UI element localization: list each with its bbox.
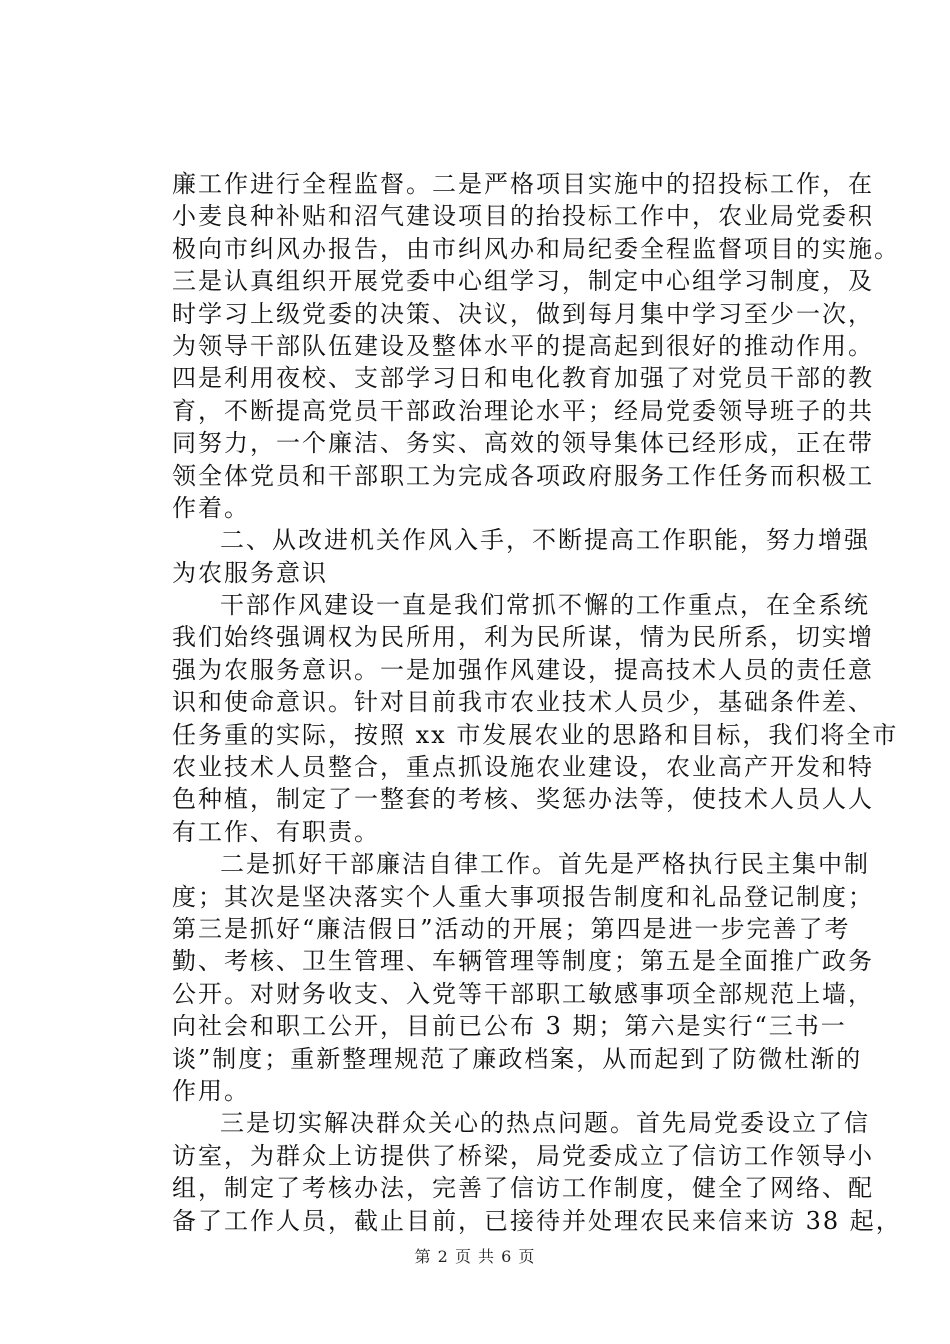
text-line: 有工作、有职责。 [172, 817, 380, 846]
text-line: 廉工作进行全程监督。二是严格项目实施中的招投标工作，在 [172, 170, 874, 198]
text-line: 强为农服务意识。一是加强作风建设，提高技术人员的责任意 [172, 655, 874, 684]
text-line: 我们始终强调权为民所用，利为民所谋，情为民所系，切实增 [172, 623, 874, 652]
text-line: 二是抓好干部廉洁自律工作。首先是严格执行民主集中制 [220, 850, 870, 879]
text-line: 组，制定了考核办法，完善了信访工作制度，健全了网络、配 [172, 1174, 874, 1203]
text-line: 为领导干部队伍建设及整体水平的提高起到很好的推动作用。 [172, 331, 874, 360]
text-line: 小麦良种补贴和沼气建设项目的抬投标工作中，农业局党委积 [172, 202, 874, 231]
text-line: 农业技术人员整合，重点抓设施农业建设，农业高产开发和特 [172, 753, 874, 782]
text-line: 同努力，一个廉洁、务实、高效的领导集体已经形成，正在带 [172, 429, 874, 458]
text-line: 勤、考核、卫生管理、车辆管理等制度；第五是全面推广政务 [172, 947, 874, 976]
text-line: 领全体党员和干部职工为完成各项政府服务工作任务而积极工 [172, 461, 874, 490]
page-footer: 第 2 页 共 6 页 [414, 1247, 536, 1266]
text-line: 访室，为群众上访提供了桥梁，局党委成立了信访工作领导小 [172, 1141, 874, 1170]
text-line: 时学习上级党委的决策、决议，做到每月集中学习至少一次， [172, 299, 874, 328]
text-line: 育，不断提高党员干部政治理论水平；经局党委领导班子的共 [172, 396, 874, 425]
text-line: 识和使命意识。针对目前我市农业技术人员少，基础条件差、 [172, 688, 874, 717]
text-line: 作用。 [172, 1076, 250, 1105]
text-line: 作着。 [172, 493, 250, 522]
text-line: 为农服务意识 [172, 558, 328, 587]
text-line: 三是切实解决群众关心的热点问题。首先局党委设立了信 [220, 1109, 870, 1138]
text-line: 向社会和职工公开，目前已公布 3 期；第六是实行“三书一 [172, 1012, 847, 1041]
text-line: 公开。对财务收支、入党等干部职工敏感事项全部规范上墙， [172, 979, 874, 1008]
text-line: 色种植，制定了一整套的考核、奖惩办法等，使技术人员人人 [172, 785, 874, 814]
text-line: 干部作风建设一直是我们常抓不懈的工作重点，在全系统 [220, 591, 870, 620]
text-line: 谈”制度；重新整理规范了廉政档案，从而起到了防微杜渐的 [172, 1044, 863, 1073]
text-line: 任务重的实际，按照 xx 市发展农业的思路和目标，我们将全市 [172, 720, 899, 749]
text-line: 二、从改进机关作风入手，不断提高工作职能，努力增强 [220, 526, 870, 555]
text-line: 第三是抓好“廉洁假日”活动的开展；第四是进一步完善了考 [172, 914, 851, 943]
text-line: 四是利用夜校、支部学习日和电化教育加强了对党员干部的教 [172, 364, 874, 393]
text-line: 极向市纠风办报告，由市纠风办和局纪委全程监督项目的实施。 [172, 234, 900, 263]
text-line: 备了工作人员，截止目前，已接待并处理农民来信来访 38 起， [172, 1206, 902, 1235]
text-line: 度；其次是坚决落实个人重大事项报告制度和礼品登记制度； [172, 882, 874, 911]
body-text [172, 168, 902, 1237]
text-line: 三是认真组织开展党委中心组学习，制定中心组学习制度，及 [172, 267, 874, 296]
